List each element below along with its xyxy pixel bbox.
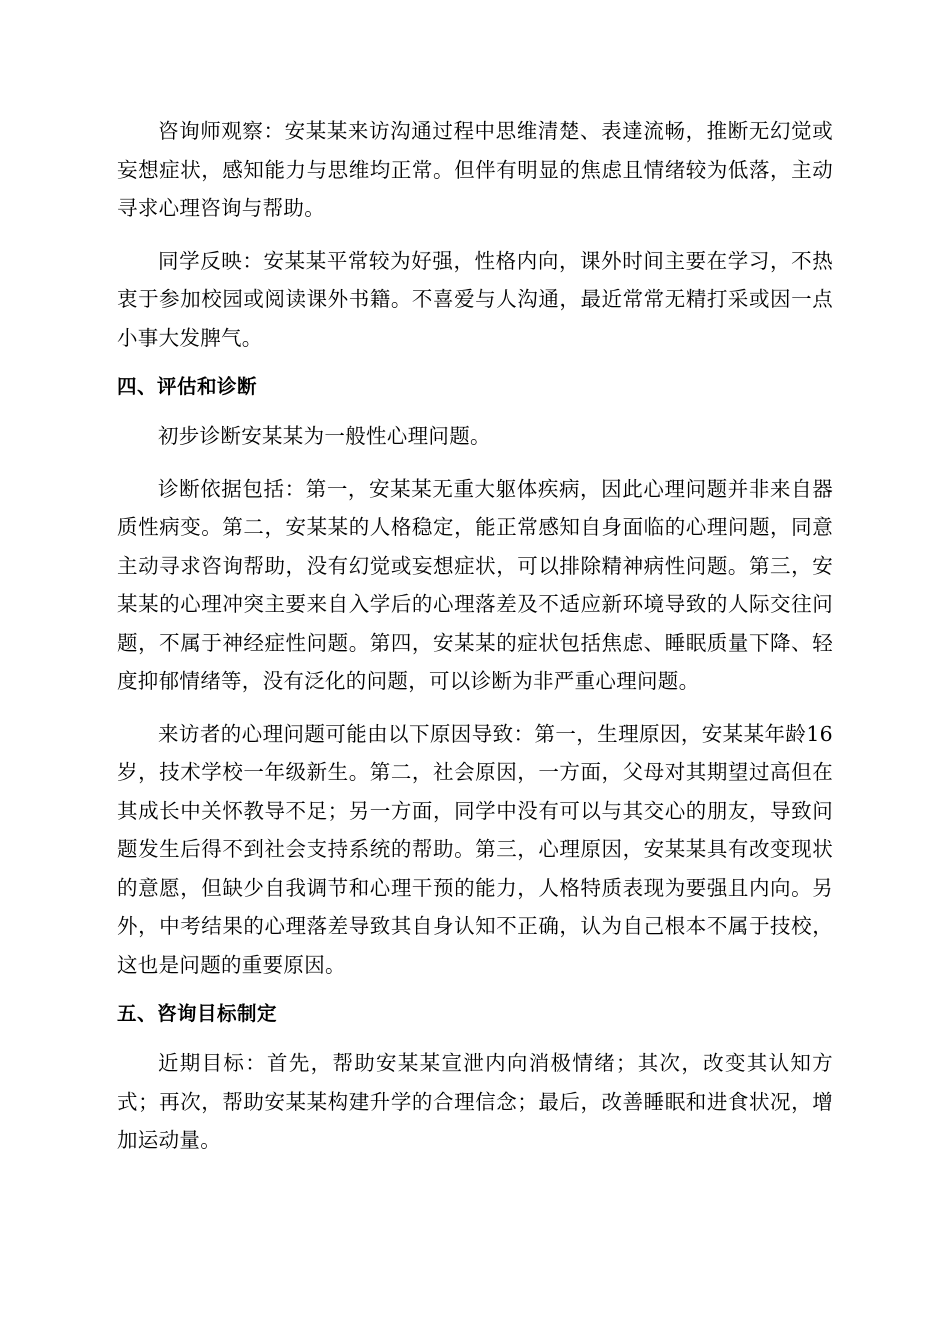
paragraph-causes: 来访者的心理问题可能由以下原因导致：第一，生理原因，安某某年龄16岁，技术学校一年级新生。第二，社会原因，一方面，父母对其期望过高但在其成长中关怀教导不足；另一方面，同学中没有可以与其交心的朋友，导致问题发生后得不到社会支持系统的帮助。第三，心理原因，安某某具有改变现状的意愿，但缺少自我调节和心理干预的能力，人格特质表现为要强且内向。另外，中考结果的心理落差导致其自身认知不正确，认为自己根本不属于技校，这也是问题的重要原因。 xyxy=(117,721,833,977)
section-heading-assessment: 四、评估和诊断 xyxy=(117,375,258,398)
paragraph-counselor-observation: 咨询师观察：安某某来访沟通过程中思维清楚、表達流畅，推断无幻觉或妄想症状，感知能力与思维均正常。但伴有明显的焦虑且情绪较为低落，主动寻求心理咨询与帮助。 xyxy=(117,119,833,220)
paragraph-diagnosis-basis: 诊断依据包括：第一，安某某无重大躯体疾病，因此心理问题并非来自器质性病变。第二，安某某的人格稳定，能正常感知自身面临的心理问题，同意主动寻求咨询帮助，没有幻觉或妄想症状，可以排除精神病性问题。第三，安某某的心理冲突主要来自入学后的心理落差及不适应新环境导致的人际交往问题，不属于神经症性问题。第四，安某某的症状包括焦虑、睡眠质量下降、轻度抑郁情绪等，没有泛化的问题，可以诊断为非严重心理问题。 xyxy=(117,476,833,693)
paragraph-initial-diagnosis: 初步诊断安某某为一般性心理问题。 xyxy=(158,424,491,448)
document-page xyxy=(117,112,833,1160)
section-heading-goals: 五、咨询目标制定 xyxy=(117,1002,278,1025)
paragraph-classmate-feedback: 同学反映：安某某平常较为好强，性格内向，课外时间主要在学习，不热衷于参加校园或阅读课外书籍。不喜爱与人沟通，最近常常无精打采或因一点小事大发脾气。 xyxy=(117,248,833,350)
paragraph-short-term-goals: 近期目标：首先，帮助安某某宣泄内向消极情绪；其次，改变其认知方式；再次，帮助安某某构建升学的合理信念；最后，改善睡眠和进食状况，增加运动量。 xyxy=(117,1051,833,1152)
